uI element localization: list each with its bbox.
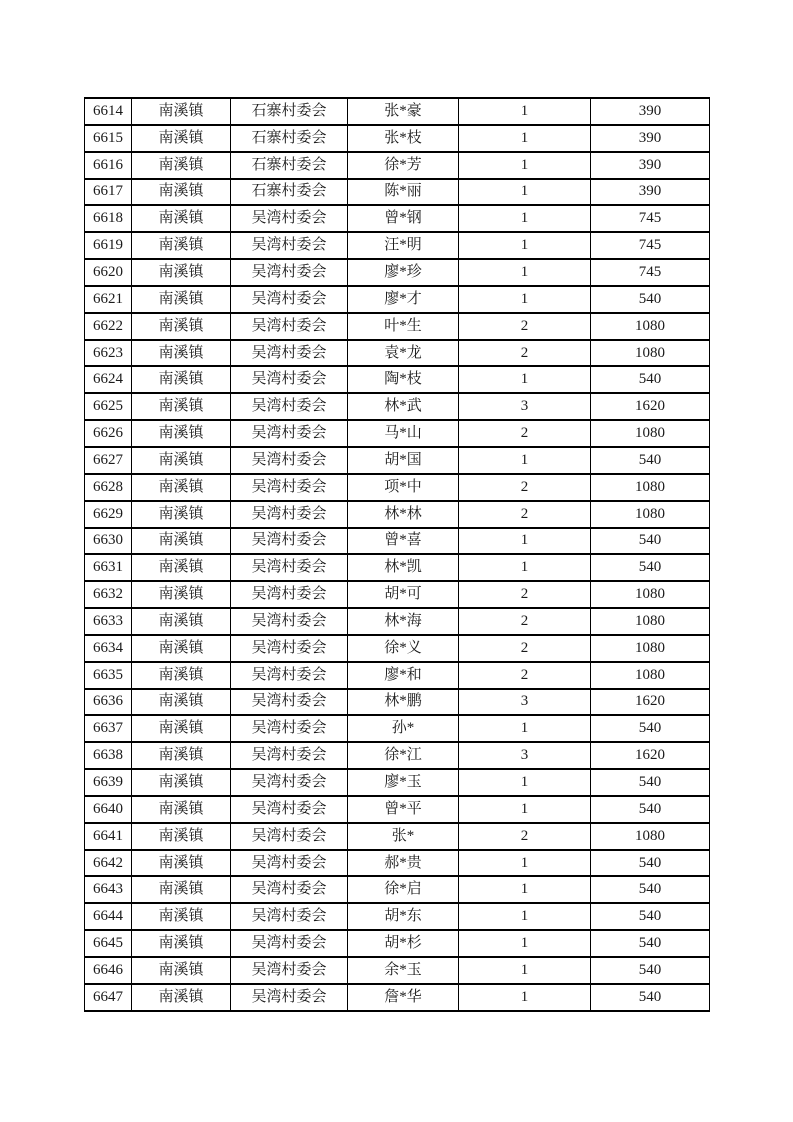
cell-town: 南溪镇	[132, 179, 231, 206]
cell-serial: 6620	[85, 259, 132, 286]
table-row	[85, 608, 710, 635]
table-row	[85, 313, 710, 340]
cell-amount: 1080	[591, 501, 710, 528]
cell-serial: 6622	[85, 313, 132, 340]
table-row	[85, 98, 710, 125]
cell-headcount: 1	[459, 957, 591, 984]
cell-name: 廖*和	[348, 662, 459, 689]
cell-name: 林*武	[348, 393, 459, 420]
cell-serial: 6635	[85, 662, 132, 689]
cell-amount: 1080	[591, 581, 710, 608]
cell-town: 南溪镇	[132, 528, 231, 555]
cell-serial: 6646	[85, 957, 132, 984]
cell-village: 吴湾村委会	[231, 340, 348, 367]
cell-village: 吴湾村委会	[231, 366, 348, 393]
table-row	[85, 125, 710, 152]
cell-name: 张*枝	[348, 125, 459, 152]
cell-headcount: 1	[459, 179, 591, 206]
table-row	[85, 823, 710, 850]
cell-village: 吴湾村委会	[231, 957, 348, 984]
cell-headcount: 1	[459, 796, 591, 823]
cell-amount: 540	[591, 769, 710, 796]
cell-amount: 540	[591, 984, 710, 1011]
cell-town: 南溪镇	[132, 152, 231, 179]
cell-serial: 6628	[85, 474, 132, 501]
cell-village: 吴湾村委会	[231, 286, 348, 313]
table-row	[85, 366, 710, 393]
cell-headcount: 2	[459, 340, 591, 367]
cell-amount: 1080	[591, 313, 710, 340]
cell-headcount: 1	[459, 528, 591, 555]
cell-amount: 390	[591, 152, 710, 179]
cell-village: 吴湾村委会	[231, 581, 348, 608]
cell-serial: 6631	[85, 554, 132, 581]
cell-name: 胡*杉	[348, 930, 459, 957]
cell-name: 张*豪	[348, 98, 459, 125]
cell-headcount: 1	[459, 554, 591, 581]
cell-serial: 6618	[85, 205, 132, 232]
cell-headcount: 1	[459, 205, 591, 232]
table-row	[85, 850, 710, 877]
cell-village: 吴湾村委会	[231, 420, 348, 447]
cell-amount: 540	[591, 528, 710, 555]
table-row	[85, 930, 710, 957]
cell-serial: 6634	[85, 635, 132, 662]
cell-headcount: 1	[459, 984, 591, 1011]
cell-amount: 1080	[591, 340, 710, 367]
cell-town: 南溪镇	[132, 501, 231, 528]
cell-serial: 6623	[85, 340, 132, 367]
cell-town: 南溪镇	[132, 984, 231, 1011]
cell-town: 南溪镇	[132, 608, 231, 635]
cell-serial: 6639	[85, 769, 132, 796]
cell-town: 南溪镇	[132, 554, 231, 581]
cell-serial: 6647	[85, 984, 132, 1011]
cell-village: 吴湾村委会	[231, 850, 348, 877]
cell-town: 南溪镇	[132, 957, 231, 984]
cell-headcount: 1	[459, 152, 591, 179]
cell-name: 郝*贵	[348, 850, 459, 877]
table-row	[85, 769, 710, 796]
cell-village: 吴湾村委会	[231, 823, 348, 850]
table-row	[85, 742, 710, 769]
cell-amount: 1080	[591, 608, 710, 635]
cell-amount: 745	[591, 205, 710, 232]
cell-amount: 1620	[591, 689, 710, 716]
table-row	[85, 581, 710, 608]
cell-name: 汪*明	[348, 232, 459, 259]
table-row	[85, 876, 710, 903]
cell-serial: 6614	[85, 98, 132, 125]
cell-village: 吴湾村委会	[231, 635, 348, 662]
cell-village: 吴湾村委会	[231, 205, 348, 232]
cell-serial: 6638	[85, 742, 132, 769]
table-row	[85, 393, 710, 420]
cell-name: 项*中	[348, 474, 459, 501]
cell-amount: 1620	[591, 393, 710, 420]
cell-headcount: 2	[459, 501, 591, 528]
cell-amount: 540	[591, 715, 710, 742]
cell-name: 曾*喜	[348, 528, 459, 555]
cell-headcount: 3	[459, 393, 591, 420]
cell-town: 南溪镇	[132, 769, 231, 796]
cell-name: 胡*国	[348, 447, 459, 474]
cell-headcount: 1	[459, 769, 591, 796]
cell-amount: 745	[591, 259, 710, 286]
cell-village: 吴湾村委会	[231, 501, 348, 528]
cell-headcount: 2	[459, 635, 591, 662]
cell-serial: 6619	[85, 232, 132, 259]
cell-serial: 6643	[85, 876, 132, 903]
table-row	[85, 205, 710, 232]
cell-amount: 1080	[591, 662, 710, 689]
cell-headcount: 1	[459, 98, 591, 125]
table-row	[85, 528, 710, 555]
table-row	[85, 957, 710, 984]
cell-serial: 6627	[85, 447, 132, 474]
cell-village: 吴湾村委会	[231, 528, 348, 555]
table-body	[85, 98, 710, 1011]
cell-headcount: 1	[459, 366, 591, 393]
table-row	[85, 554, 710, 581]
cell-town: 南溪镇	[132, 635, 231, 662]
cell-town: 南溪镇	[132, 903, 231, 930]
cell-town: 南溪镇	[132, 689, 231, 716]
table-row	[85, 474, 710, 501]
cell-amount: 540	[591, 554, 710, 581]
beneficiary-table	[84, 97, 710, 1012]
cell-amount: 390	[591, 98, 710, 125]
cell-headcount: 1	[459, 125, 591, 152]
cell-name: 曾*平	[348, 796, 459, 823]
cell-name: 余*玉	[348, 957, 459, 984]
cell-village: 吴湾村委会	[231, 876, 348, 903]
cell-serial: 6640	[85, 796, 132, 823]
cell-name: 孙*	[348, 715, 459, 742]
table-row	[85, 501, 710, 528]
cell-amount: 540	[591, 850, 710, 877]
cell-amount: 540	[591, 796, 710, 823]
cell-amount: 1080	[591, 823, 710, 850]
cell-headcount: 1	[459, 930, 591, 957]
cell-town: 南溪镇	[132, 98, 231, 125]
table-row	[85, 232, 710, 259]
cell-village: 吴湾村委会	[231, 474, 348, 501]
table-row	[85, 662, 710, 689]
cell-name: 曾*钢	[348, 205, 459, 232]
cell-serial: 6626	[85, 420, 132, 447]
cell-town: 南溪镇	[132, 259, 231, 286]
cell-amount: 540	[591, 930, 710, 957]
cell-amount: 540	[591, 286, 710, 313]
cell-name: 陈*丽	[348, 179, 459, 206]
cell-amount: 540	[591, 447, 710, 474]
cell-serial: 6644	[85, 903, 132, 930]
cell-town: 南溪镇	[132, 125, 231, 152]
cell-headcount: 1	[459, 259, 591, 286]
table-row	[85, 796, 710, 823]
cell-village: 吴湾村委会	[231, 930, 348, 957]
cell-village: 石寨村委会	[231, 152, 348, 179]
cell-name: 胡*可	[348, 581, 459, 608]
cell-town: 南溪镇	[132, 313, 231, 340]
cell-town: 南溪镇	[132, 393, 231, 420]
cell-village: 吴湾村委会	[231, 715, 348, 742]
cell-name: 张*	[348, 823, 459, 850]
cell-name: 詹*华	[348, 984, 459, 1011]
cell-name: 林*凯	[348, 554, 459, 581]
cell-village: 吴湾村委会	[231, 393, 348, 420]
table-row	[85, 689, 710, 716]
cell-amount: 540	[591, 903, 710, 930]
cell-town: 南溪镇	[132, 474, 231, 501]
cell-headcount: 2	[459, 608, 591, 635]
cell-name: 林*鹏	[348, 689, 459, 716]
cell-village: 吴湾村委会	[231, 742, 348, 769]
cell-serial: 6637	[85, 715, 132, 742]
cell-village: 石寨村委会	[231, 125, 348, 152]
cell-headcount: 1	[459, 715, 591, 742]
cell-village: 吴湾村委会	[231, 769, 348, 796]
cell-town: 南溪镇	[132, 366, 231, 393]
cell-name: 廖*玉	[348, 769, 459, 796]
table-row	[85, 340, 710, 367]
cell-headcount: 1	[459, 232, 591, 259]
cell-serial: 6617	[85, 179, 132, 206]
table-row	[85, 984, 710, 1011]
cell-serial: 6621	[85, 286, 132, 313]
cell-amount: 540	[591, 876, 710, 903]
table-row	[85, 286, 710, 313]
cell-headcount: 2	[459, 313, 591, 340]
cell-headcount: 2	[459, 581, 591, 608]
cell-village: 吴湾村委会	[231, 313, 348, 340]
cell-name: 徐*芳	[348, 152, 459, 179]
cell-headcount: 2	[459, 420, 591, 447]
cell-serial: 6624	[85, 366, 132, 393]
cell-town: 南溪镇	[132, 796, 231, 823]
cell-village: 吴湾村委会	[231, 903, 348, 930]
cell-headcount: 3	[459, 742, 591, 769]
cell-headcount: 2	[459, 662, 591, 689]
cell-name: 林*海	[348, 608, 459, 635]
cell-serial: 6629	[85, 501, 132, 528]
cell-serial: 6642	[85, 850, 132, 877]
table-row	[85, 152, 710, 179]
cell-name: 廖*才	[348, 286, 459, 313]
table-row	[85, 447, 710, 474]
cell-amount: 1080	[591, 420, 710, 447]
cell-town: 南溪镇	[132, 205, 231, 232]
cell-town: 南溪镇	[132, 850, 231, 877]
cell-village: 吴湾村委会	[231, 259, 348, 286]
cell-headcount: 3	[459, 689, 591, 716]
cell-name: 徐*江	[348, 742, 459, 769]
cell-village: 吴湾村委会	[231, 608, 348, 635]
cell-village: 吴湾村委会	[231, 232, 348, 259]
cell-town: 南溪镇	[132, 742, 231, 769]
cell-name: 胡*东	[348, 903, 459, 930]
cell-town: 南溪镇	[132, 662, 231, 689]
cell-name: 马*山	[348, 420, 459, 447]
cell-town: 南溪镇	[132, 930, 231, 957]
cell-serial: 6625	[85, 393, 132, 420]
cell-village: 吴湾村委会	[231, 447, 348, 474]
cell-village: 吴湾村委会	[231, 796, 348, 823]
cell-name: 徐*启	[348, 876, 459, 903]
cell-name: 陶*枝	[348, 366, 459, 393]
table-row	[85, 715, 710, 742]
cell-serial: 6645	[85, 930, 132, 957]
cell-name: 廖*珍	[348, 259, 459, 286]
cell-serial: 6615	[85, 125, 132, 152]
cell-name: 叶*生	[348, 313, 459, 340]
cell-headcount: 1	[459, 447, 591, 474]
cell-serial: 6633	[85, 608, 132, 635]
cell-serial: 6636	[85, 689, 132, 716]
table-row	[85, 259, 710, 286]
table-row	[85, 635, 710, 662]
cell-serial: 6641	[85, 823, 132, 850]
cell-headcount: 1	[459, 850, 591, 877]
cell-town: 南溪镇	[132, 823, 231, 850]
cell-town: 南溪镇	[132, 876, 231, 903]
cell-serial: 6616	[85, 152, 132, 179]
cell-name: 徐*义	[348, 635, 459, 662]
cell-name: 林*林	[348, 501, 459, 528]
cell-village: 吴湾村委会	[231, 662, 348, 689]
cell-town: 南溪镇	[132, 581, 231, 608]
cell-town: 南溪镇	[132, 447, 231, 474]
cell-amount: 1080	[591, 474, 710, 501]
cell-serial: 6632	[85, 581, 132, 608]
cell-headcount: 1	[459, 903, 591, 930]
cell-headcount: 1	[459, 876, 591, 903]
table-row	[85, 903, 710, 930]
cell-amount: 540	[591, 957, 710, 984]
cell-amount: 540	[591, 366, 710, 393]
cell-town: 南溪镇	[132, 715, 231, 742]
cell-town: 南溪镇	[132, 232, 231, 259]
cell-village: 石寨村委会	[231, 98, 348, 125]
cell-town: 南溪镇	[132, 340, 231, 367]
cell-village: 吴湾村委会	[231, 689, 348, 716]
cell-village: 吴湾村委会	[231, 984, 348, 1011]
cell-town: 南溪镇	[132, 420, 231, 447]
cell-serial: 6630	[85, 528, 132, 555]
table-row	[85, 179, 710, 206]
cell-headcount: 1	[459, 286, 591, 313]
cell-name: 袁*龙	[348, 340, 459, 367]
cell-amount: 1080	[591, 635, 710, 662]
cell-amount: 1620	[591, 742, 710, 769]
cell-village: 石寨村委会	[231, 179, 348, 206]
cell-headcount: 2	[459, 474, 591, 501]
cell-village: 吴湾村委会	[231, 554, 348, 581]
cell-amount: 390	[591, 179, 710, 206]
cell-headcount: 2	[459, 823, 591, 850]
cell-amount: 390	[591, 125, 710, 152]
cell-town: 南溪镇	[132, 286, 231, 313]
table-row	[85, 420, 710, 447]
cell-amount: 745	[591, 232, 710, 259]
